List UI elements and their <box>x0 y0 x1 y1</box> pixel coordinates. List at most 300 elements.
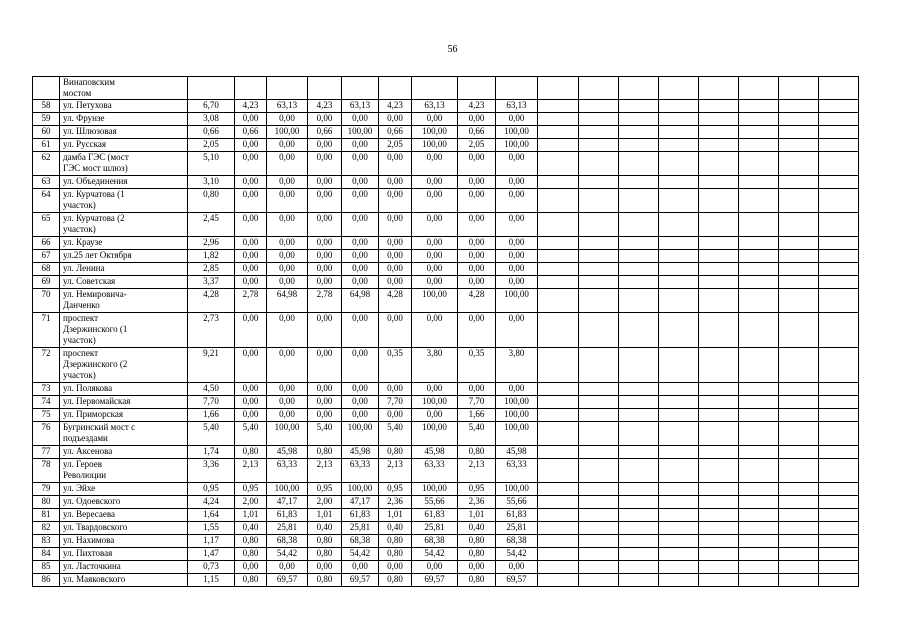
street-name-line: Революции <box>63 470 107 480</box>
value-cell: 100,00 <box>267 422 308 446</box>
page-number: 56 <box>447 44 458 55</box>
empty-cell <box>619 152 659 176</box>
empty-cell <box>699 509 739 522</box>
empty-cell <box>739 289 779 313</box>
empty-cell <box>739 522 779 535</box>
value-cell: 100,00 <box>412 139 458 152</box>
empty-cell <box>659 561 699 574</box>
value-cell: 1,55 <box>188 522 235 535</box>
empty-cell <box>579 446 619 459</box>
table-row <box>33 522 859 535</box>
street-name-line: ул. Ласточкина <box>63 561 121 571</box>
value-cell: 0,00 <box>342 237 379 250</box>
street-name-cell <box>60 348 188 383</box>
empty-cell <box>779 383 819 396</box>
empty-cell <box>819 313 859 348</box>
street-name-cell <box>60 496 188 509</box>
empty-cell <box>538 522 579 535</box>
table-row <box>33 383 859 396</box>
empty-cell <box>659 100 699 113</box>
street-name-cell <box>60 77 188 100</box>
table-row <box>33 509 859 522</box>
value-cell: 0,00 <box>458 152 496 176</box>
empty-cell <box>579 237 619 250</box>
table-row <box>33 139 859 152</box>
empty-cell <box>819 263 859 276</box>
value-cell: 25,81 <box>412 522 458 535</box>
value-cell: 55,66 <box>496 496 538 509</box>
empty-cell <box>779 189 819 213</box>
street-name-line: ул. Объединения <box>63 176 128 186</box>
empty-cell <box>739 574 779 587</box>
street-name-cell <box>60 176 188 189</box>
empty-cell <box>579 313 619 348</box>
street-name-cell <box>60 213 188 237</box>
value-cell: 4,23 <box>379 100 412 113</box>
value-cell: 0,00 <box>496 383 538 396</box>
table-row <box>33 446 859 459</box>
empty-cell <box>699 496 739 509</box>
street-name-line: Дзержинского (2 <box>63 359 128 369</box>
value-cell: 0,00 <box>342 152 379 176</box>
value-cell: 0,00 <box>412 152 458 176</box>
value-cell: 0,35 <box>458 348 496 383</box>
empty-cell <box>619 561 659 574</box>
empty-cell <box>739 422 779 446</box>
street-name-line: Дзержинского (1 <box>63 324 128 334</box>
value-cell: 0,00 <box>412 176 458 189</box>
street-name-cell <box>60 100 188 113</box>
street-name-line: ул. Шлюзовая <box>63 126 117 136</box>
value-cell: 0,00 <box>235 396 267 409</box>
empty-cell <box>538 383 579 396</box>
value-cell: 100,00 <box>496 422 538 446</box>
value-cell: 0,00 <box>267 263 308 276</box>
empty-cell <box>619 126 659 139</box>
value-cell <box>267 77 308 100</box>
value-cell: 63,33 <box>267 459 308 483</box>
value-cell: 0,00 <box>267 276 308 289</box>
value-cell: 0,95 <box>308 483 342 496</box>
value-cell: 100,00 <box>412 396 458 409</box>
value-cell: 0,00 <box>458 213 496 237</box>
table-row <box>33 548 859 561</box>
value-cell: 0,80 <box>188 189 235 213</box>
empty-cell <box>538 422 579 446</box>
empty-cell <box>699 446 739 459</box>
empty-cell <box>619 574 659 587</box>
empty-cell <box>699 483 739 496</box>
street-name-line: ул. Нахимова <box>63 535 115 545</box>
value-cell: 0,00 <box>458 561 496 574</box>
empty-cell <box>819 237 859 250</box>
empty-cell <box>779 396 819 409</box>
empty-cell <box>619 422 659 446</box>
value-cell: 0,00 <box>235 276 267 289</box>
street-name-line: ул. Маяковского <box>63 574 126 584</box>
empty-cell <box>538 276 579 289</box>
street-name-cell <box>60 383 188 396</box>
value-cell: 0,66 <box>379 126 412 139</box>
row-number-cell: 83 <box>33 535 60 548</box>
empty-cell <box>779 276 819 289</box>
value-cell: 25,81 <box>267 522 308 535</box>
value-cell: 0,00 <box>379 113 412 126</box>
empty-cell <box>659 263 699 276</box>
street-name-cell <box>60 509 188 522</box>
empty-cell <box>819 250 859 263</box>
empty-cell <box>538 189 579 213</box>
value-cell: 5,40 <box>379 422 412 446</box>
street-name-line: ул. Одоевского <box>63 496 121 506</box>
value-cell: 69,57 <box>267 574 308 587</box>
value-cell: 0,00 <box>308 213 342 237</box>
empty-cell <box>579 139 619 152</box>
value-cell: 0,80 <box>235 548 267 561</box>
empty-cell <box>819 422 859 446</box>
empty-cell <box>819 213 859 237</box>
value-cell: 2,36 <box>458 496 496 509</box>
value-cell: 0,00 <box>267 383 308 396</box>
row-number-cell: 77 <box>33 446 60 459</box>
empty-cell <box>659 237 699 250</box>
value-cell: 0,00 <box>458 263 496 276</box>
value-cell: 0,00 <box>308 250 342 263</box>
value-cell: 0,00 <box>412 263 458 276</box>
value-cell: 54,42 <box>267 548 308 561</box>
value-cell: 0,00 <box>235 152 267 176</box>
row-number-cell: 81 <box>33 509 60 522</box>
empty-cell <box>739 548 779 561</box>
empty-cell <box>579 77 619 100</box>
empty-cell <box>779 446 819 459</box>
value-cell: 100,00 <box>496 409 538 422</box>
value-cell: 0,00 <box>342 383 379 396</box>
value-cell: 1,15 <box>188 574 235 587</box>
value-cell: 68,38 <box>412 535 458 548</box>
street-name-line: ул. Курчатова (2 <box>63 213 125 223</box>
value-cell: 0,00 <box>308 276 342 289</box>
table-row <box>33 213 859 237</box>
empty-cell <box>699 126 739 139</box>
empty-cell <box>819 548 859 561</box>
value-cell: 0,00 <box>458 276 496 289</box>
empty-cell <box>739 459 779 483</box>
value-cell: 0,00 <box>379 263 412 276</box>
street-name-cell <box>60 561 188 574</box>
table-row <box>33 152 859 176</box>
value-cell: 5,40 <box>235 422 267 446</box>
empty-cell <box>779 548 819 561</box>
value-cell: 63,33 <box>412 459 458 483</box>
row-number-cell: 76 <box>33 422 60 446</box>
empty-cell <box>699 313 739 348</box>
empty-cell <box>579 496 619 509</box>
street-name-line: ул. Эйхе <box>63 483 96 493</box>
empty-cell <box>659 383 699 396</box>
value-cell: 0,00 <box>308 263 342 276</box>
value-cell: 0,80 <box>379 548 412 561</box>
empty-cell <box>579 152 619 176</box>
value-cell: 3,10 <box>188 176 235 189</box>
row-number-cell: 79 <box>33 483 60 496</box>
value-cell: 1,01 <box>379 509 412 522</box>
empty-cell <box>659 396 699 409</box>
value-cell: 0,00 <box>412 113 458 126</box>
value-cell: 0,00 <box>412 213 458 237</box>
table-row <box>33 263 859 276</box>
empty-cell <box>538 446 579 459</box>
empty-cell <box>538 535 579 548</box>
empty-cell <box>659 139 699 152</box>
empty-cell <box>659 348 699 383</box>
empty-cell <box>579 126 619 139</box>
value-cell: 0,80 <box>235 574 267 587</box>
value-cell: 0,00 <box>412 189 458 213</box>
row-number-cell: 85 <box>33 561 60 574</box>
value-cell: 100,00 <box>342 126 379 139</box>
empty-cell <box>538 459 579 483</box>
value-cell: 0,00 <box>342 409 379 422</box>
value-cell: 0,00 <box>379 237 412 250</box>
empty-cell <box>699 250 739 263</box>
street-name-line: ул. Краузе <box>63 237 103 247</box>
street-name-line: ул. Пихтовая <box>63 548 113 558</box>
value-cell: 0,80 <box>458 548 496 561</box>
empty-cell <box>739 446 779 459</box>
value-cell: 0,00 <box>235 348 267 383</box>
empty-cell <box>779 422 819 446</box>
table-row <box>33 348 859 383</box>
value-cell: 5,40 <box>308 422 342 446</box>
value-cell <box>458 77 496 100</box>
empty-cell <box>619 522 659 535</box>
table-row <box>33 126 859 139</box>
value-cell: 2,85 <box>188 263 235 276</box>
value-cell: 0,00 <box>308 409 342 422</box>
value-cell: 2,05 <box>379 139 412 152</box>
empty-cell <box>819 152 859 176</box>
value-cell: 0,00 <box>342 189 379 213</box>
empty-cell <box>659 152 699 176</box>
empty-cell <box>538 139 579 152</box>
value-cell: 2,13 <box>308 459 342 483</box>
street-name-cell <box>60 548 188 561</box>
value-cell: 0,00 <box>267 250 308 263</box>
value-cell: 0,95 <box>379 483 412 496</box>
value-cell: 0,00 <box>379 152 412 176</box>
value-cell: 0,00 <box>458 113 496 126</box>
empty-cell <box>699 152 739 176</box>
street-name-cell <box>60 522 188 535</box>
street-name-line: ул.25 лет Октября <box>63 250 132 260</box>
value-cell: 100,00 <box>412 126 458 139</box>
value-cell: 0,00 <box>308 176 342 189</box>
empty-cell <box>779 522 819 535</box>
row-number-cell: 62 <box>33 152 60 176</box>
table-row <box>33 396 859 409</box>
empty-cell <box>619 535 659 548</box>
empty-cell <box>659 522 699 535</box>
empty-cell <box>659 509 699 522</box>
empty-cell <box>819 139 859 152</box>
street-name-line: участок) <box>63 370 96 380</box>
value-cell: 68,38 <box>496 535 538 548</box>
empty-cell <box>779 213 819 237</box>
empty-cell <box>699 189 739 213</box>
table-row <box>33 459 859 483</box>
empty-cell <box>739 348 779 383</box>
empty-cell <box>619 459 659 483</box>
empty-cell <box>619 250 659 263</box>
empty-cell <box>819 383 859 396</box>
value-cell: 0,00 <box>342 561 379 574</box>
value-cell: 0,00 <box>308 383 342 396</box>
value-cell: 0,80 <box>308 548 342 561</box>
value-cell <box>188 77 235 100</box>
value-cell: 0,80 <box>379 446 412 459</box>
value-cell: 0,40 <box>308 522 342 535</box>
empty-cell <box>819 535 859 548</box>
row-number-cell: 68 <box>33 263 60 276</box>
value-cell: 4,28 <box>379 289 412 313</box>
empty-cell <box>819 459 859 483</box>
street-name-line: ул. Первомайская <box>63 396 131 406</box>
empty-cell <box>538 396 579 409</box>
empty-cell <box>699 522 739 535</box>
empty-cell <box>819 446 859 459</box>
value-cell: 0,00 <box>496 276 538 289</box>
empty-cell <box>659 250 699 263</box>
value-cell: 0,00 <box>267 409 308 422</box>
street-name-cell <box>60 313 188 348</box>
empty-cell <box>538 409 579 422</box>
empty-cell <box>739 77 779 100</box>
value-cell: 0,80 <box>308 446 342 459</box>
value-cell: 55,66 <box>412 496 458 509</box>
value-cell: 61,83 <box>496 509 538 522</box>
table-row <box>33 189 859 213</box>
value-cell: 0,00 <box>308 237 342 250</box>
value-cell: 45,98 <box>496 446 538 459</box>
empty-cell <box>579 574 619 587</box>
empty-cell <box>619 113 659 126</box>
value-cell: 1,01 <box>235 509 267 522</box>
value-cell: 0,40 <box>379 522 412 535</box>
empty-cell <box>739 263 779 276</box>
street-name-line: Данченко <box>63 300 100 310</box>
empty-cell <box>659 574 699 587</box>
empty-cell <box>779 126 819 139</box>
value-cell: 2,05 <box>188 139 235 152</box>
value-cell <box>496 77 538 100</box>
value-cell: 0,00 <box>496 213 538 237</box>
value-cell: 0,00 <box>267 396 308 409</box>
value-cell <box>342 77 379 100</box>
empty-cell <box>619 189 659 213</box>
empty-cell <box>819 483 859 496</box>
empty-cell <box>619 509 659 522</box>
street-name-cell <box>60 574 188 587</box>
value-cell: 1,01 <box>458 509 496 522</box>
value-cell: 0,00 <box>308 189 342 213</box>
value-cell: 61,83 <box>267 509 308 522</box>
value-cell: 0,00 <box>342 139 379 152</box>
value-cell: 7,70 <box>458 396 496 409</box>
value-cell: 0,80 <box>308 574 342 587</box>
empty-cell <box>779 100 819 113</box>
value-cell: 25,81 <box>496 522 538 535</box>
value-cell: 4,23 <box>235 100 267 113</box>
empty-cell <box>659 113 699 126</box>
value-cell: 6,70 <box>188 100 235 113</box>
value-cell: 2,05 <box>458 139 496 152</box>
value-cell: 4,23 <box>458 100 496 113</box>
value-cell: 1,66 <box>458 409 496 422</box>
empty-cell <box>699 561 739 574</box>
empty-cell <box>819 176 859 189</box>
empty-cell <box>739 561 779 574</box>
street-name-cell <box>60 396 188 409</box>
value-cell: 2,00 <box>235 496 267 509</box>
street-name-line: ул. Приморская <box>63 409 123 419</box>
value-cell: 0,80 <box>379 574 412 587</box>
empty-cell <box>819 522 859 535</box>
value-cell: 2,13 <box>458 459 496 483</box>
empty-cell <box>699 263 739 276</box>
value-cell: 0,00 <box>235 561 267 574</box>
empty-cell <box>579 189 619 213</box>
empty-cell <box>819 126 859 139</box>
street-name-cell <box>60 237 188 250</box>
value-cell: 0,00 <box>267 313 308 348</box>
value-cell: 0,00 <box>412 237 458 250</box>
value-cell: 2,45 <box>188 213 235 237</box>
street-name-cell <box>60 276 188 289</box>
value-cell <box>412 77 458 100</box>
value-cell: 0,80 <box>379 535 412 548</box>
street-name-line: ул. Полякова <box>63 383 113 393</box>
value-cell: 0,00 <box>379 409 412 422</box>
empty-cell <box>659 409 699 422</box>
empty-cell <box>579 422 619 446</box>
empty-cell <box>739 535 779 548</box>
empty-cell <box>579 459 619 483</box>
empty-cell <box>538 561 579 574</box>
value-cell: 63,13 <box>496 100 538 113</box>
value-cell <box>308 77 342 100</box>
table-row <box>33 561 859 574</box>
continuation-line-1: Винаповским <box>63 77 115 87</box>
value-cell: 0,00 <box>267 113 308 126</box>
value-cell: 0,00 <box>379 213 412 237</box>
value-cell: 100,00 <box>412 289 458 313</box>
street-name-line: проспект <box>63 313 99 323</box>
value-cell: 63,33 <box>342 459 379 483</box>
value-cell: 0,00 <box>496 250 538 263</box>
value-cell: 0,00 <box>379 250 412 263</box>
empty-cell <box>538 289 579 313</box>
table-row <box>33 289 859 313</box>
empty-cell <box>619 313 659 348</box>
value-cell: 0,95 <box>188 483 235 496</box>
empty-cell <box>779 509 819 522</box>
value-cell: 100,00 <box>496 139 538 152</box>
value-cell: 0,80 <box>235 446 267 459</box>
empty-cell <box>538 237 579 250</box>
empty-cell <box>619 348 659 383</box>
value-cell: 0,00 <box>379 561 412 574</box>
